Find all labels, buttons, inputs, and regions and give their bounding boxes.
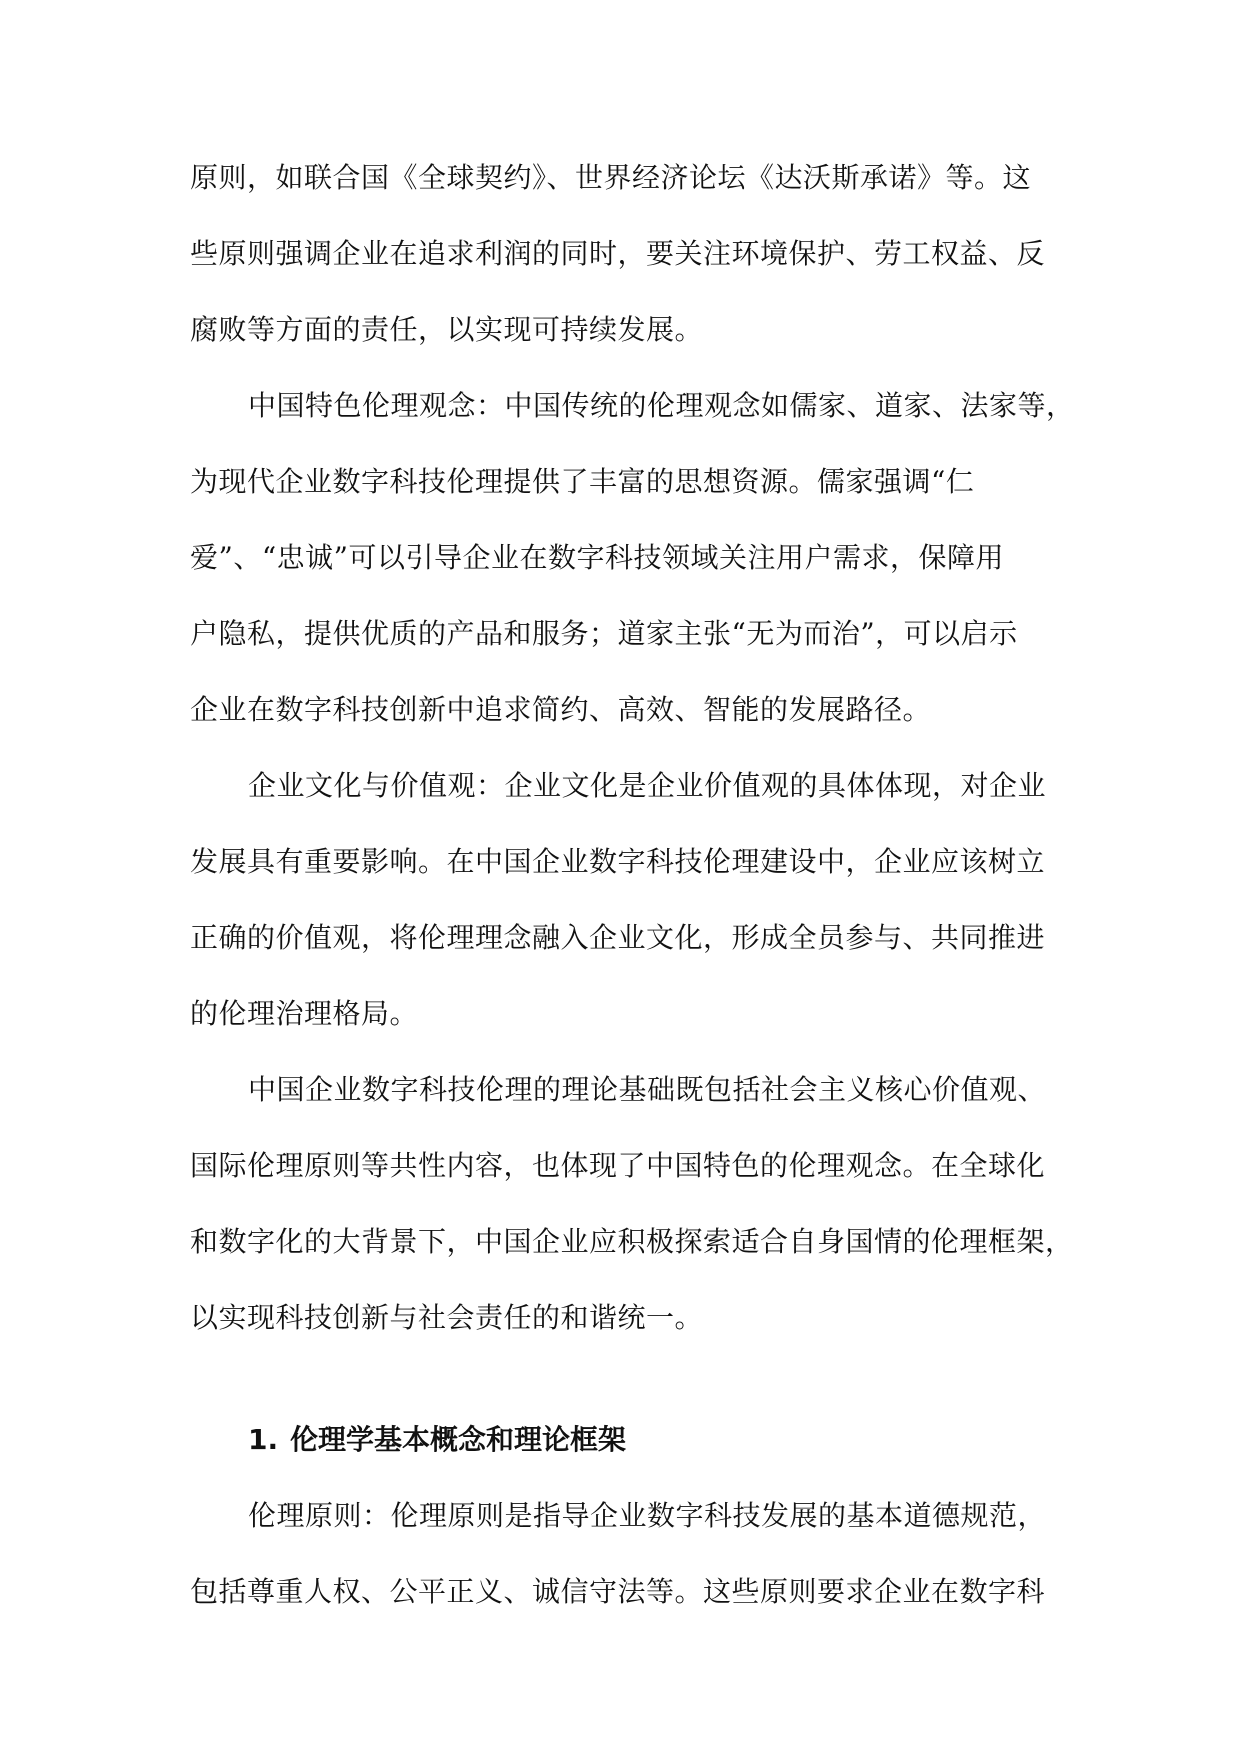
text-line: 腐败等方面的责任，以实现可持续发展。 xyxy=(190,313,704,346)
text-line: 户隐私，提供优质的产品和服务；道家主张“无为而治”，可以启示 xyxy=(190,617,1018,650)
text-line: 和数字化的大背景下，中国企业应积极探索适合自身国情的伦理框架， xyxy=(190,1225,1074,1258)
text-line: 为现代企业数字科技伦理提供了丰富的思想资源。儒家强调“仁 xyxy=(190,465,975,498)
paragraph-ethical-principles xyxy=(190,1478,1058,1630)
text-line: 中国企业数字科技伦理的理论基础既包括社会主义核心价值观、 xyxy=(248,1073,1047,1106)
paragraph-summary xyxy=(190,1052,1074,1356)
text-line: 正确的价值观，将伦理理念融入企业文化，形成全员参与、共同推进 xyxy=(190,921,1046,954)
text-line: 包括尊重人权、公平正义、诚信守法等。这些原则要求企业在数字科 xyxy=(190,1575,1046,1608)
text-line: 伦理原则：伦理原则是指导企业数字科技发展的基本道德规范， xyxy=(248,1499,1047,1532)
text-line: 以实现科技创新与社会责任的和谐统一。 xyxy=(190,1301,704,1334)
paragraph-continued xyxy=(190,140,1058,368)
paragraph-corporate-culture xyxy=(190,748,1058,1052)
document-body xyxy=(190,140,1075,1630)
text-line: 国际伦理原则等共性内容，也体现了中国特色的伦理观念。在全球化 xyxy=(190,1149,1046,1182)
paragraph-chinese-ethics xyxy=(190,368,1075,748)
text-line: 原则，如联合国《全球契约》、世界经济论坛《达沃斯承诺》等。这 xyxy=(190,161,1032,194)
text-line: 企业在数字科技创新中追求简约、高效、智能的发展路径。 xyxy=(190,693,932,726)
section-title: 伦理学基本概念和理论框架 xyxy=(290,1423,627,1456)
text-line: 些原则强调企业在追求利润的同时，要关注环境保护、劳工权益、反 xyxy=(190,237,1046,270)
text-line: 的伦理治理格局。 xyxy=(190,997,419,1030)
text-line: 发展具有重要影响。在中国企业数字科技伦理建设中，企业应该树立 xyxy=(190,845,1046,878)
text-line: 爱”、“忠诚”可以引导企业在数字科技领域关注用户需求，保障用 xyxy=(190,541,1004,574)
text-line: 中国特色伦理观念：中国传统的伦理观念如儒家、道家、法家等， xyxy=(248,389,1075,422)
section-number: 1. xyxy=(248,1423,279,1456)
section-heading xyxy=(190,1402,1058,1478)
text-line: 企业文化与价值观：企业文化是企业价值观的具体体现，对企业 xyxy=(248,769,1047,802)
